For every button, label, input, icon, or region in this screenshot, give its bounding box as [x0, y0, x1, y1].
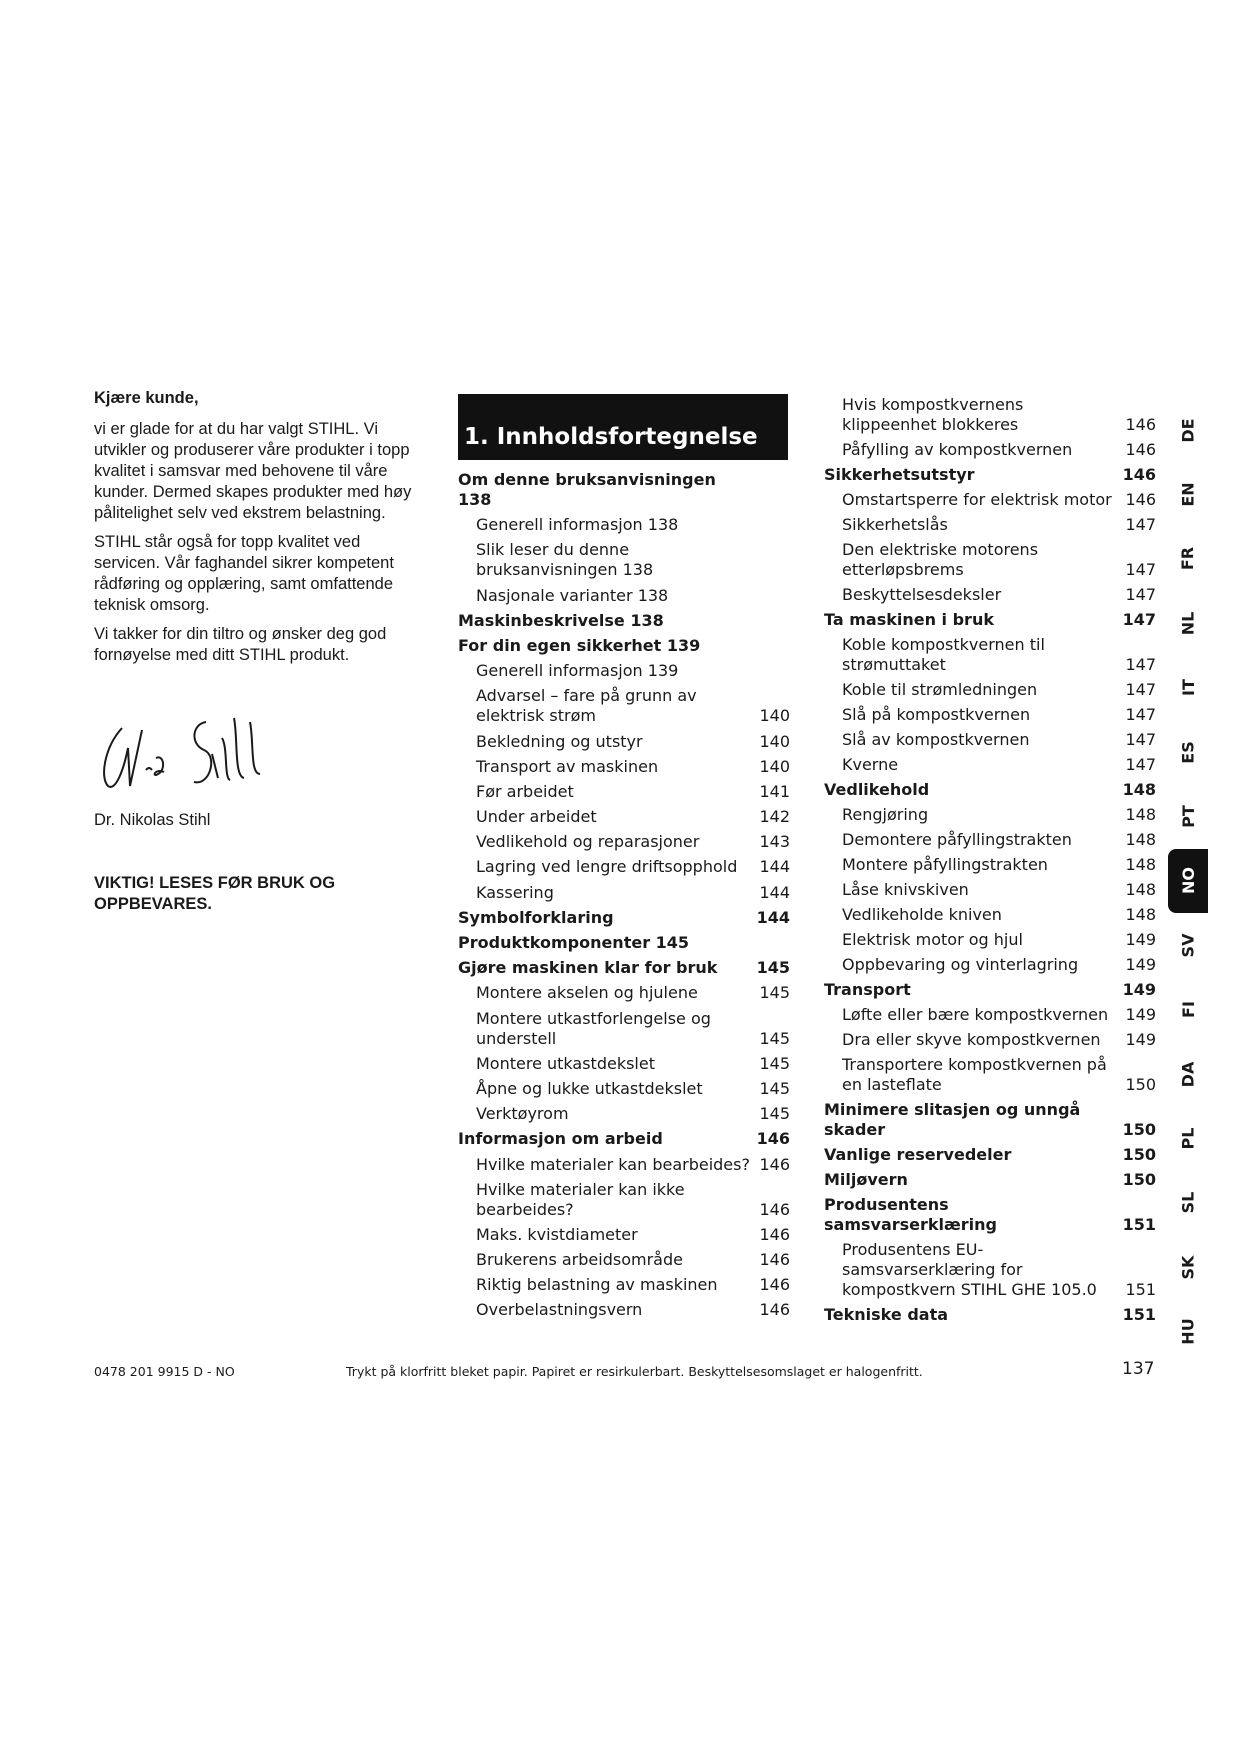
toc-entry — [824, 830, 1156, 850]
language-tab-label: NL — [1178, 611, 1198, 636]
toc-entry-page: 144 — [756, 907, 790, 927]
toc-entry-page: 144 — [759, 882, 790, 902]
toc-entry-title: Slik leser du denne bruksanvisningen 138 — [476, 540, 654, 580]
toc-entry — [824, 1030, 1156, 1050]
toc-entry-page: 143 — [759, 832, 790, 852]
toc-entry-title: Omstartsperre for elektrisk motor — [842, 490, 1112, 509]
toc-entry — [824, 440, 1156, 460]
language-tab-de[interactable] — [1168, 398, 1208, 462]
language-tab-label: SK — [1178, 1255, 1198, 1280]
language-tab-label: DE — [1178, 418, 1198, 443]
toc-entry — [824, 1240, 1156, 1300]
toc-entry-page: 145 — [759, 1028, 790, 1048]
toc-entry — [458, 1054, 790, 1074]
toc-entry — [458, 958, 790, 978]
toc-entry — [458, 933, 790, 953]
toc-entry-title: Før arbeidet — [476, 781, 574, 801]
page-number: 137 — [1122, 1359, 1155, 1379]
toc-entry-page: 140 — [759, 731, 790, 751]
toc-entry-page: 149 — [1125, 955, 1156, 974]
toc-entry-page: 146 — [759, 1154, 790, 1174]
toc-entry-page: 145 — [759, 1078, 790, 1098]
toc-entry-title: Minimere slitasjen og unngå skader — [824, 1100, 1081, 1139]
language-tab-sv[interactable] — [1168, 913, 1208, 977]
toc-entry-title: Dra eller skyve kompostkvernen — [842, 1030, 1101, 1049]
toc-entry — [824, 705, 1156, 725]
toc-entry-title: Oppbevaring og vinterlagring — [842, 955, 1079, 974]
toc-entry-page: 145 — [759, 1053, 790, 1073]
toc-entry-title: Den elektriske motorens etterløpsbrems — [842, 540, 1039, 579]
toc-entry — [824, 755, 1156, 775]
toc-entry-title: Kverne — [842, 755, 899, 774]
toc-entry — [824, 1170, 1156, 1190]
toc-entry-title: Beskyttelsesdeksler — [842, 585, 1002, 604]
toc-entry — [824, 780, 1156, 800]
toc-entry — [824, 1195, 1156, 1235]
toc-entry-title: Informasjon om arbeid — [458, 1129, 663, 1149]
toc-entry — [458, 782, 790, 802]
toc-entry-title: Vedlikehold og reparasjoner — [476, 832, 700, 852]
toc-entry — [824, 610, 1156, 630]
toc-entry-page: 148 — [1125, 805, 1156, 824]
toc-entry — [458, 636, 790, 656]
toc-entry — [824, 490, 1156, 510]
toc-entry-page: 145 — [759, 1104, 790, 1124]
toc-entry-page: 146 — [1122, 465, 1156, 484]
toc-entry — [458, 1129, 790, 1149]
toc-entry-page: 146 — [759, 1250, 790, 1270]
language-tab-label: IT — [1178, 679, 1198, 697]
toc-entry-title: Produktkomponenter 145 — [458, 933, 690, 952]
toc-entry-page: 145 — [756, 958, 790, 978]
language-tab-pt[interactable] — [1168, 784, 1208, 848]
toc-entry-title: Kassering — [476, 882, 554, 902]
toc-entry — [824, 540, 1156, 580]
toc-entry — [824, 905, 1156, 925]
toc-entry-title: Transport — [824, 980, 911, 999]
toc-entry-page: 146 — [759, 1275, 790, 1295]
toc-entry — [824, 635, 1156, 675]
toc-entry-page: 147 — [1122, 610, 1156, 629]
toc-entry-title: Riktig belastning av maskinen — [476, 1275, 718, 1295]
toc-entry-title: Bekledning og utstyr — [476, 731, 643, 751]
toc-entry — [824, 955, 1156, 975]
toc-entry-title: Symbolforklaring — [458, 907, 614, 927]
toc-entry-title: Demontere påfyllingstrakten — [842, 830, 1072, 849]
toc-entry — [824, 1145, 1156, 1165]
toc-column-right — [824, 395, 1156, 1330]
toc-entry-title: Ta maskinen i bruk — [824, 610, 994, 629]
toc-entry-page: 148 — [1125, 880, 1156, 899]
language-tab-label: ES — [1178, 740, 1198, 764]
toc-entry-title: Miljøvern — [824, 1170, 908, 1189]
toc-entry-title: Løfte eller bære kompostkvernen — [842, 1005, 1109, 1024]
toc-entry — [824, 855, 1156, 875]
toc-entry-title: Sikkerhetsutstyr — [824, 465, 975, 484]
toc-entry-page: 142 — [759, 807, 790, 827]
toc-entry-page: 147 — [1125, 755, 1156, 774]
toc-entry-title: Hvilke materialer kan ikke bearbeides? — [476, 1179, 685, 1219]
footer-note: Trykt på klorfritt bleket papir. Papiret er resirkulerbart. Beskyttelsesomslaget er halogenfritt. — [346, 1364, 923, 1379]
language-tab-label: HU — [1178, 1318, 1198, 1345]
toc-entry — [458, 1300, 790, 1320]
toc-entry-title: Om denne bruksanvisningen 138 — [458, 470, 716, 509]
toc-entry-title: Montere akselen og hjulene — [476, 983, 698, 1003]
toc-entry — [458, 540, 790, 580]
toc-entry — [824, 805, 1156, 825]
toc-entry-title: Slå av kompostkvernen — [842, 730, 1030, 749]
toc-entry — [458, 515, 790, 535]
toc-entry-page: 151 — [1122, 1305, 1156, 1324]
language-tab-label: SL — [1178, 1192, 1198, 1214]
toc-entry — [824, 930, 1156, 950]
language-tab-label: PT — [1178, 805, 1198, 828]
toc-entry — [824, 880, 1156, 900]
toc-entry — [458, 1079, 790, 1099]
toc-entry-page: 140 — [759, 706, 790, 726]
toc-entry-title: Maskinbeskrivelse 138 — [458, 610, 664, 630]
toc-entry-title: Montere påfyllingstrakten — [842, 855, 1048, 874]
toc-entry — [458, 857, 790, 877]
toc-entry-title: Generell informasjon 139 — [476, 661, 679, 681]
toc-entry-page: 147 — [1125, 705, 1156, 724]
toc-entry — [458, 470, 790, 510]
toc-entry — [458, 832, 790, 852]
toc-entry — [458, 1155, 790, 1175]
letter-paragraph: vi er glade for at du har valgt STIHL. Vi utvikler og produserer våre produkter i topp kvalitet i samsvar med behovene til våre kunder. Dermed skapes produkter med høy pålitelighet selv ved ekstrem belastning. — [94, 420, 412, 522]
toc-entry-title: Advarsel – fare på grunn av elektrisk strøm — [476, 686, 697, 726]
toc-entry-page: 146 — [756, 1129, 790, 1149]
doc-code: 0478 201 9915 D - NO — [94, 1364, 235, 1379]
toc-entry-page: 148 — [1125, 905, 1156, 924]
toc-entry — [824, 395, 1156, 435]
language-tab-label: EN — [1178, 482, 1198, 507]
toc-entry-title: Lagring ved lengre driftsopphold — [476, 857, 738, 877]
toc-entry-title: Transport av maskinen — [476, 756, 659, 776]
language-tab-nl[interactable] — [1168, 591, 1208, 655]
toc-entry — [458, 757, 790, 777]
letter-paragraph: STIHL står også for topp kvalitet ved servicen. Vår faghandel sikrer kompetent rådføring og opplæring, samt omfattende teknisk omsorg. — [94, 533, 394, 614]
toc-entry — [824, 515, 1156, 535]
language-tab-no[interactable] — [1168, 849, 1208, 913]
toc-entry — [824, 1100, 1156, 1140]
toc-entry-page: 146 — [759, 1224, 790, 1244]
toc-entry-page: 146 — [759, 1199, 790, 1219]
toc-entry — [458, 1180, 790, 1220]
language-tab-label: SV — [1178, 933, 1198, 958]
toc-entry-title: Rengjøring — [842, 805, 929, 824]
language-tab-label: FI — [1178, 1001, 1198, 1019]
toc-entry-title: Nasjonale varianter 138 — [476, 585, 669, 605]
language-tab-label: PL — [1178, 1127, 1198, 1150]
language-tab-label: FR — [1178, 547, 1198, 571]
toc-entry-title: Generell informasjon 138 — [476, 515, 679, 535]
toc-entry — [458, 586, 790, 606]
toc-entry-title: Påfylling av kompostkvernen — [842, 440, 1073, 459]
toc-entry — [824, 585, 1156, 605]
toc-entry-page: 150 — [1122, 1145, 1156, 1164]
toc-entry-title: Verktøyrom — [476, 1104, 569, 1124]
toc-entry-title: Låse knivskiven — [842, 880, 969, 899]
toc-entry — [458, 1104, 790, 1124]
toc-entry-page: 149 — [1122, 980, 1156, 999]
toc-entry — [824, 680, 1156, 700]
toc-entry — [458, 1275, 790, 1295]
language-tab-fr[interactable] — [1168, 527, 1208, 591]
toc-entry-title: Overbelastningsvern — [476, 1300, 643, 1320]
toc-entry-title: Maks. kvistdiameter — [476, 1224, 638, 1244]
language-tab-da[interactable] — [1168, 1042, 1208, 1106]
language-tab-label: DA — [1178, 1061, 1198, 1087]
toc-entry — [458, 883, 790, 903]
letter-paragraph: Vi takker for din tiltro og ønsker deg god fornøyelse med ditt STIHL produkt. — [94, 625, 387, 664]
toc-entry-title: Sikkerhetslås — [842, 515, 948, 534]
language-tab-es[interactable] — [1168, 720, 1208, 784]
language-tab-label: NO — [1178, 867, 1198, 895]
toc-entry-title: Koble kompostkvernen til strømuttaket — [842, 635, 1045, 674]
toc-entry-page: 147 — [1125, 560, 1156, 579]
toc-entry — [824, 980, 1156, 1000]
toc-entry-page: 150 — [1125, 1075, 1156, 1094]
toc-entry-page: 140 — [759, 756, 790, 776]
toc-entry-title: Koble til strømledningen — [842, 680, 1038, 699]
toc-column-left — [458, 470, 790, 1326]
letter-column — [94, 388, 424, 915]
toc-entry — [458, 686, 790, 726]
toc-entry-title: Transportere kompostkvernen på en lasteflate — [842, 1055, 1107, 1094]
toc-entry-title: Hvilke materialer kan bearbeides? — [476, 1154, 750, 1174]
toc-entry — [824, 465, 1156, 485]
signature-image — [94, 708, 264, 798]
toc-entry-title: Åpne og lukke utkastdekslet — [476, 1078, 703, 1098]
toc-entry-page: 148 — [1125, 855, 1156, 874]
toc-entry-page: 150 — [1122, 1170, 1156, 1189]
toc-entry-page: 146 — [759, 1300, 790, 1320]
toc-entry-title: Hvis kompostkvernens klippeenhet blokkeres — [842, 395, 1024, 434]
language-tab-fi[interactable] — [1168, 978, 1208, 1042]
toc-entry — [458, 1009, 790, 1049]
toc-entry-page: 141 — [759, 781, 790, 801]
toc-entry — [458, 732, 790, 752]
language-tab-pl[interactable] — [1168, 1106, 1208, 1170]
language-tab-en[interactable] — [1168, 462, 1208, 526]
toc-entry-page: 149 — [1125, 930, 1156, 949]
toc-entry-title: Vedlikehold — [824, 780, 930, 799]
toc-entry — [458, 983, 790, 1003]
toc-entry-page: 148 — [1122, 780, 1156, 799]
language-tab-sl[interactable] — [1168, 1171, 1208, 1235]
toc-entry-title: Produsentens samsvarserklæring — [824, 1195, 998, 1234]
notice: VIKTIG! LESES FØR BRUK OG OPPBEVARES. — [94, 874, 336, 913]
toc-entry — [824, 730, 1156, 750]
language-tab-sk[interactable] — [1168, 1235, 1208, 1299]
toc-entry-page: 150 — [1122, 1120, 1156, 1139]
toc-entry-title: Vanlige reservedeler — [824, 1145, 1012, 1164]
toc-entry-page: 151 — [1122, 1215, 1156, 1234]
toc-entry-title: Montere utkastforlengelse og understell — [476, 1008, 711, 1048]
toc-entry-title: Produsentens EU-samsvarserklæring for kompostkvern STIHL GHE 105.0 — [842, 1240, 1097, 1299]
toc-entry — [458, 1225, 790, 1245]
toc-entry-title: Vedlikeholde kniven — [842, 905, 1002, 924]
toc-entry — [458, 611, 790, 631]
toc-entry-page: 147 — [1125, 730, 1156, 749]
toc-entry-title: Under arbeidet — [476, 807, 597, 827]
toc-entry-title: For din egen sikkerhet 139 — [458, 635, 701, 655]
toc-entry-title: Montere utkastdekslet — [476, 1053, 655, 1073]
toc-entry — [458, 1250, 790, 1270]
toc-entry-page: 147 — [1125, 655, 1156, 674]
greeting: Kjære kunde, — [94, 389, 199, 407]
toc-entry-page: 149 — [1125, 1005, 1156, 1024]
toc-entry — [458, 661, 790, 681]
toc-entry-page: 146 — [1125, 490, 1156, 509]
toc-title: 1. Innholdsfortegnelse — [458, 394, 788, 460]
toc-entry-page: 151 — [1125, 1280, 1156, 1299]
toc-entry-page: 147 — [1125, 680, 1156, 699]
toc-entry — [824, 1305, 1156, 1325]
toc-entry — [824, 1005, 1156, 1025]
language-tabs — [1168, 398, 1208, 1364]
toc-entry-title: Slå på kompostkvernen — [842, 705, 1031, 724]
language-tab-it[interactable] — [1168, 656, 1208, 720]
toc-entry-page: 146 — [1125, 415, 1156, 434]
toc-entry-title: Brukerens arbeidsområde — [476, 1250, 683, 1270]
toc-entry-page: 146 — [1125, 440, 1156, 459]
toc-entry-title: Elektrisk motor og hjul — [842, 930, 1023, 949]
language-tab-hu[interactable] — [1168, 1299, 1208, 1363]
toc-entry-page: 147 — [1125, 515, 1156, 534]
toc-entry-page: 144 — [759, 857, 790, 877]
toc-entry-page: 145 — [759, 983, 790, 1003]
toc-entry-page: 149 — [1125, 1030, 1156, 1049]
toc-entry — [458, 908, 790, 928]
toc-entry-page: 147 — [1125, 585, 1156, 604]
toc-entry-title: Tekniske data — [824, 1305, 949, 1324]
toc-entry — [824, 1055, 1156, 1095]
toc-entry-page: 148 — [1125, 830, 1156, 849]
toc-entry-title: Gjøre maskinen klar for bruk — [458, 958, 718, 978]
signer-name: Dr. Nikolas Stihl — [94, 811, 211, 829]
toc-entry — [458, 807, 790, 827]
